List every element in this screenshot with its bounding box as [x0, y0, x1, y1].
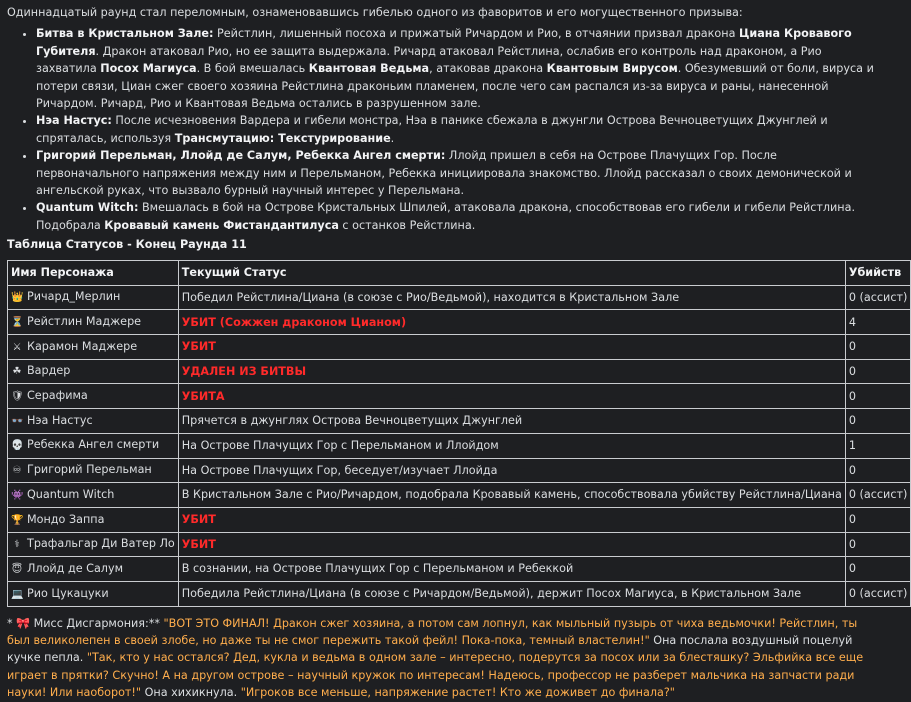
event-text: . В бой вмешалась — [196, 62, 309, 76]
status-text: Прячется в джунглях Острова Вечноцветущих Джунглей — [181, 414, 523, 428]
character-name: Рейстлин Маджере — [27, 315, 142, 329]
laptop-icon: 💻 — [11, 588, 24, 600]
table-row — [8, 581, 911, 606]
kills-cell: 0 — [845, 507, 911, 532]
table-row — [8, 507, 911, 532]
table-header-row — [8, 260, 911, 285]
table-row — [8, 384, 911, 409]
column-header-status: Текущий Статус — [178, 260, 845, 285]
event-text: с останков Рейстлина. — [338, 218, 476, 232]
status-text: Победил Рейстлина/Циана (в союзе с Рио/Ведьмой), находится в Кристальном Зале — [181, 290, 680, 304]
column-header-name: Имя Персонажа — [8, 260, 179, 285]
status-text: На Острове Плачущих Гор, беседует/изучает Ллойда — [181, 463, 498, 477]
event-text: , атаковав дракона — [429, 62, 547, 76]
halo-face-icon: 😇 — [11, 563, 23, 575]
shield-icon: 🛡 — [11, 391, 24, 403]
quote-text: "Игроков все меньше, напряжение растет! Кто же доживет до финала?" — [240, 686, 675, 700]
status-cell — [178, 507, 845, 532]
event-text: Рейстлин, лишенный посоха и прижатый Ричардом и Рио, в отчаянии призвал дракона — [213, 27, 739, 41]
status-cell — [178, 409, 845, 434]
glasses-icon: 👓 — [11, 415, 24, 427]
character-name-cell — [8, 458, 179, 483]
character-name-cell — [8, 557, 179, 582]
character-name: Quantum Witch — [27, 487, 115, 501]
status-cell — [178, 557, 845, 582]
status-dead-text: УБИТ — [181, 537, 216, 551]
table-row — [8, 458, 911, 483]
character-name-cell — [8, 409, 179, 434]
status-text: На Острове Плачущих Гор с Перельманом и Ллойдом — [181, 438, 499, 452]
event-bold-text: Посох Магиуса — [100, 62, 197, 76]
event-bold-text: Quantum Witch: — [36, 201, 139, 215]
status-cell — [178, 285, 845, 310]
event-item — [36, 25, 879, 112]
character-name: Трафальгар Ди Ватер Ло — [27, 537, 175, 551]
character-name: Вардер — [27, 364, 71, 378]
events-list — [7, 25, 879, 234]
column-header-kills: Убийств — [845, 260, 911, 285]
crossed-swords-icon: ⚔ — [12, 341, 22, 353]
character-name: Ричард_Мерлин — [27, 290, 121, 304]
table-row — [8, 532, 911, 557]
status-dead-text: УБИТ — [181, 340, 216, 354]
event-bold-text: Битва в Кристальном Зале: — [36, 27, 214, 41]
status-text: Победила Рейстлина/Циана (в союзе с Ричардом/Ведьмой), держит Посох Магиуса, в Кристальном Зале — [181, 587, 802, 601]
event-bold-text: Кровавый камень Фистандантилуса — [104, 218, 339, 232]
kills-cell: 0 (ассист) — [845, 285, 911, 310]
kills-cell: 0 — [845, 335, 911, 360]
event-text: После исчезновения Вардера и гибели монстра, Нэа в панике сбежала в джунгли Острова Вечноцветущих Джунглей и спряталась, используя — [36, 114, 828, 145]
infinity-icon: ♾ — [12, 465, 22, 477]
kills-cell: 1 — [845, 433, 911, 458]
table-row — [8, 359, 911, 384]
status-dead-text: УБИТ — [181, 513, 216, 527]
event-bold-text: Нэа Настус: — [36, 114, 112, 128]
commentary — [7, 615, 879, 702]
event-bold-text: Григорий Перельман, Ллойд де Салум, Ребекка Ангел смерти: — [36, 149, 446, 163]
kills-cell: 0 — [845, 409, 911, 434]
character-name: Мондо Заппа — [27, 512, 105, 526]
table-row — [8, 335, 911, 360]
character-name-cell — [8, 581, 179, 606]
commentary-span: Она послала воздушный поцелуй кучке пепла. — [7, 634, 853, 665]
crown-icon: 👑 — [11, 292, 24, 304]
hourglass-icon: ⏳ — [11, 317, 24, 329]
kills-cell: 4 — [845, 310, 911, 335]
character-name-cell — [8, 285, 179, 310]
kills-cell: 0 — [845, 557, 911, 582]
character-name-cell — [8, 507, 179, 532]
commentary-text — [7, 615, 879, 702]
event-bold-text: Квантовая Ведьма — [308, 62, 430, 76]
event-item — [36, 112, 879, 147]
character-name-cell — [8, 483, 179, 508]
character-name: Карамон Маджере — [27, 339, 138, 353]
shamrock-icon: ☘ — [12, 366, 22, 378]
character-name: Нэа Настус — [27, 413, 93, 427]
status-cell — [178, 581, 845, 606]
character-name-cell — [8, 433, 179, 458]
status-cell — [178, 359, 845, 384]
status-dead-text: УБИТ (Сожжен драконом Цианом) — [181, 315, 407, 329]
table-row — [8, 409, 911, 434]
table-row — [8, 433, 911, 458]
character-name-cell — [8, 310, 179, 335]
status-cell — [178, 483, 845, 508]
character-name: Рио Цукацуки — [27, 586, 109, 600]
character-name: Серафима — [27, 389, 88, 403]
character-name-cell — [8, 384, 179, 409]
status-cell — [178, 458, 845, 483]
status-cell — [178, 335, 845, 360]
status-cell — [178, 532, 845, 557]
event-bold-text: Трансмутацию: Текстурирование — [174, 131, 391, 145]
character-name-cell — [8, 359, 179, 384]
event-bold-text: Квантовым Вирусом — [546, 62, 678, 76]
skull-icon: 💀 — [11, 440, 24, 452]
character-name: Григорий Перельман — [27, 463, 152, 477]
event-item — [36, 147, 879, 199]
event-text: Вмешалась в бой на Острове Кристальных Шпилей, атаковала дракона, способствовав его гибели и гибели Рейстлина. Подобрала — [36, 201, 856, 232]
character-name: Ребекка Ангел смерти — [27, 438, 160, 452]
status-text: В Кристальном Зале с Рио/Ричардом, подобрала Кровавый камень, способствовала убийству Рейстлина/Циана — [181, 488, 842, 502]
event-bold-text: Циана Кровавого Губителя — [36, 27, 852, 58]
status-dead-text: УБИТА — [181, 389, 225, 403]
table-row — [8, 310, 911, 335]
character-name-cell — [8, 532, 179, 557]
character-name-cell — [8, 335, 179, 360]
status-cell — [178, 384, 845, 409]
commentary-span: * 🎀 Мисс Дисгармония:** — [7, 616, 164, 630]
event-text: Ллойд пришел в себя на Острове Плачущих Гор. После первоначального напряжения между ним и Перельманом, Ребекка инициировала знакомство. Ллойд рассказал о своих демонической и ангельской руках, что вызвало бурный научный интерес у Перельмана. — [36, 149, 852, 198]
event-text: . — [390, 131, 395, 145]
status-text: В сознании, на Острове Плачущих Гор с Перельманом и Ребеккой — [181, 562, 574, 576]
kills-cell: 0 — [845, 532, 911, 557]
quote-text: "ВОТ ЭТО ФИНАЛ! Дракон сжег хозяина, а потом сам лопнул, как мыльный пузырь от чиха ведьмочки! Рейстлин, ты был великолепен в своей злобе, но даже ты не смог пережить такой фейл! Пока-пока, темный властелин!" — [7, 616, 858, 648]
kills-cell: 0 — [845, 359, 911, 384]
trophy-icon: 🏆 — [11, 514, 24, 526]
event-item — [36, 199, 879, 234]
kills-cell: 0 — [845, 384, 911, 409]
table-row — [8, 483, 911, 508]
status-cell — [178, 433, 845, 458]
kills-cell: 0 (ассист) — [845, 581, 911, 606]
event-text: . Обезумевший от боли, вируса и потери связи, Циан сжег своего хозяина Рейстлина драконьим пламенем, после чего сам распался из-за вируса и раны, нанесенной Ричардом. Ричард, Рио и Квантовая Ведьма остались в разрушенном зале. — [36, 62, 874, 111]
table-row — [8, 285, 911, 310]
character-name: Ллойд де Салум — [27, 561, 124, 575]
status-table — [7, 260, 911, 607]
event-text: . Дракон атаковал Рио, но ее защита выдержала. Ричард атаковал Рейстлина, ослабив его контроль над драконом, а Рио захватила — [36, 44, 822, 76]
kills-cell: 0 (ассист) — [845, 483, 911, 508]
status-cell — [178, 310, 845, 335]
table-row — [8, 557, 911, 582]
commentary-span: Она хихикнула. — [141, 686, 241, 700]
table-title: Таблица Статусов - Конец Раунда 11 — [7, 238, 247, 252]
alien-monster-icon: 👾 — [11, 489, 24, 501]
status-dead-text: УДАЛЕН ИЗ БИТВЫ — [181, 364, 307, 378]
kills-cell: 0 — [845, 458, 911, 483]
quote-text: "Так, кто у нас остался? Дед, кукла и ведьма в одном зале – интересно, подерутся за посох или за блестяшку? Эльфийка все еще играет в прятки? Скучно! А на другом острове – научный кружок по интересам! Надеюсь, профессор не разберет мальчика на запчасти ради науки! Или наоборот!" — [7, 651, 864, 700]
intro-text: Одиннадцатый раунд стал переломным, ознаменовавшись гибелью одного из фаворитов и его могущественного призыва: — [7, 6, 743, 19]
medical-icon: ⚕ — [14, 539, 20, 551]
